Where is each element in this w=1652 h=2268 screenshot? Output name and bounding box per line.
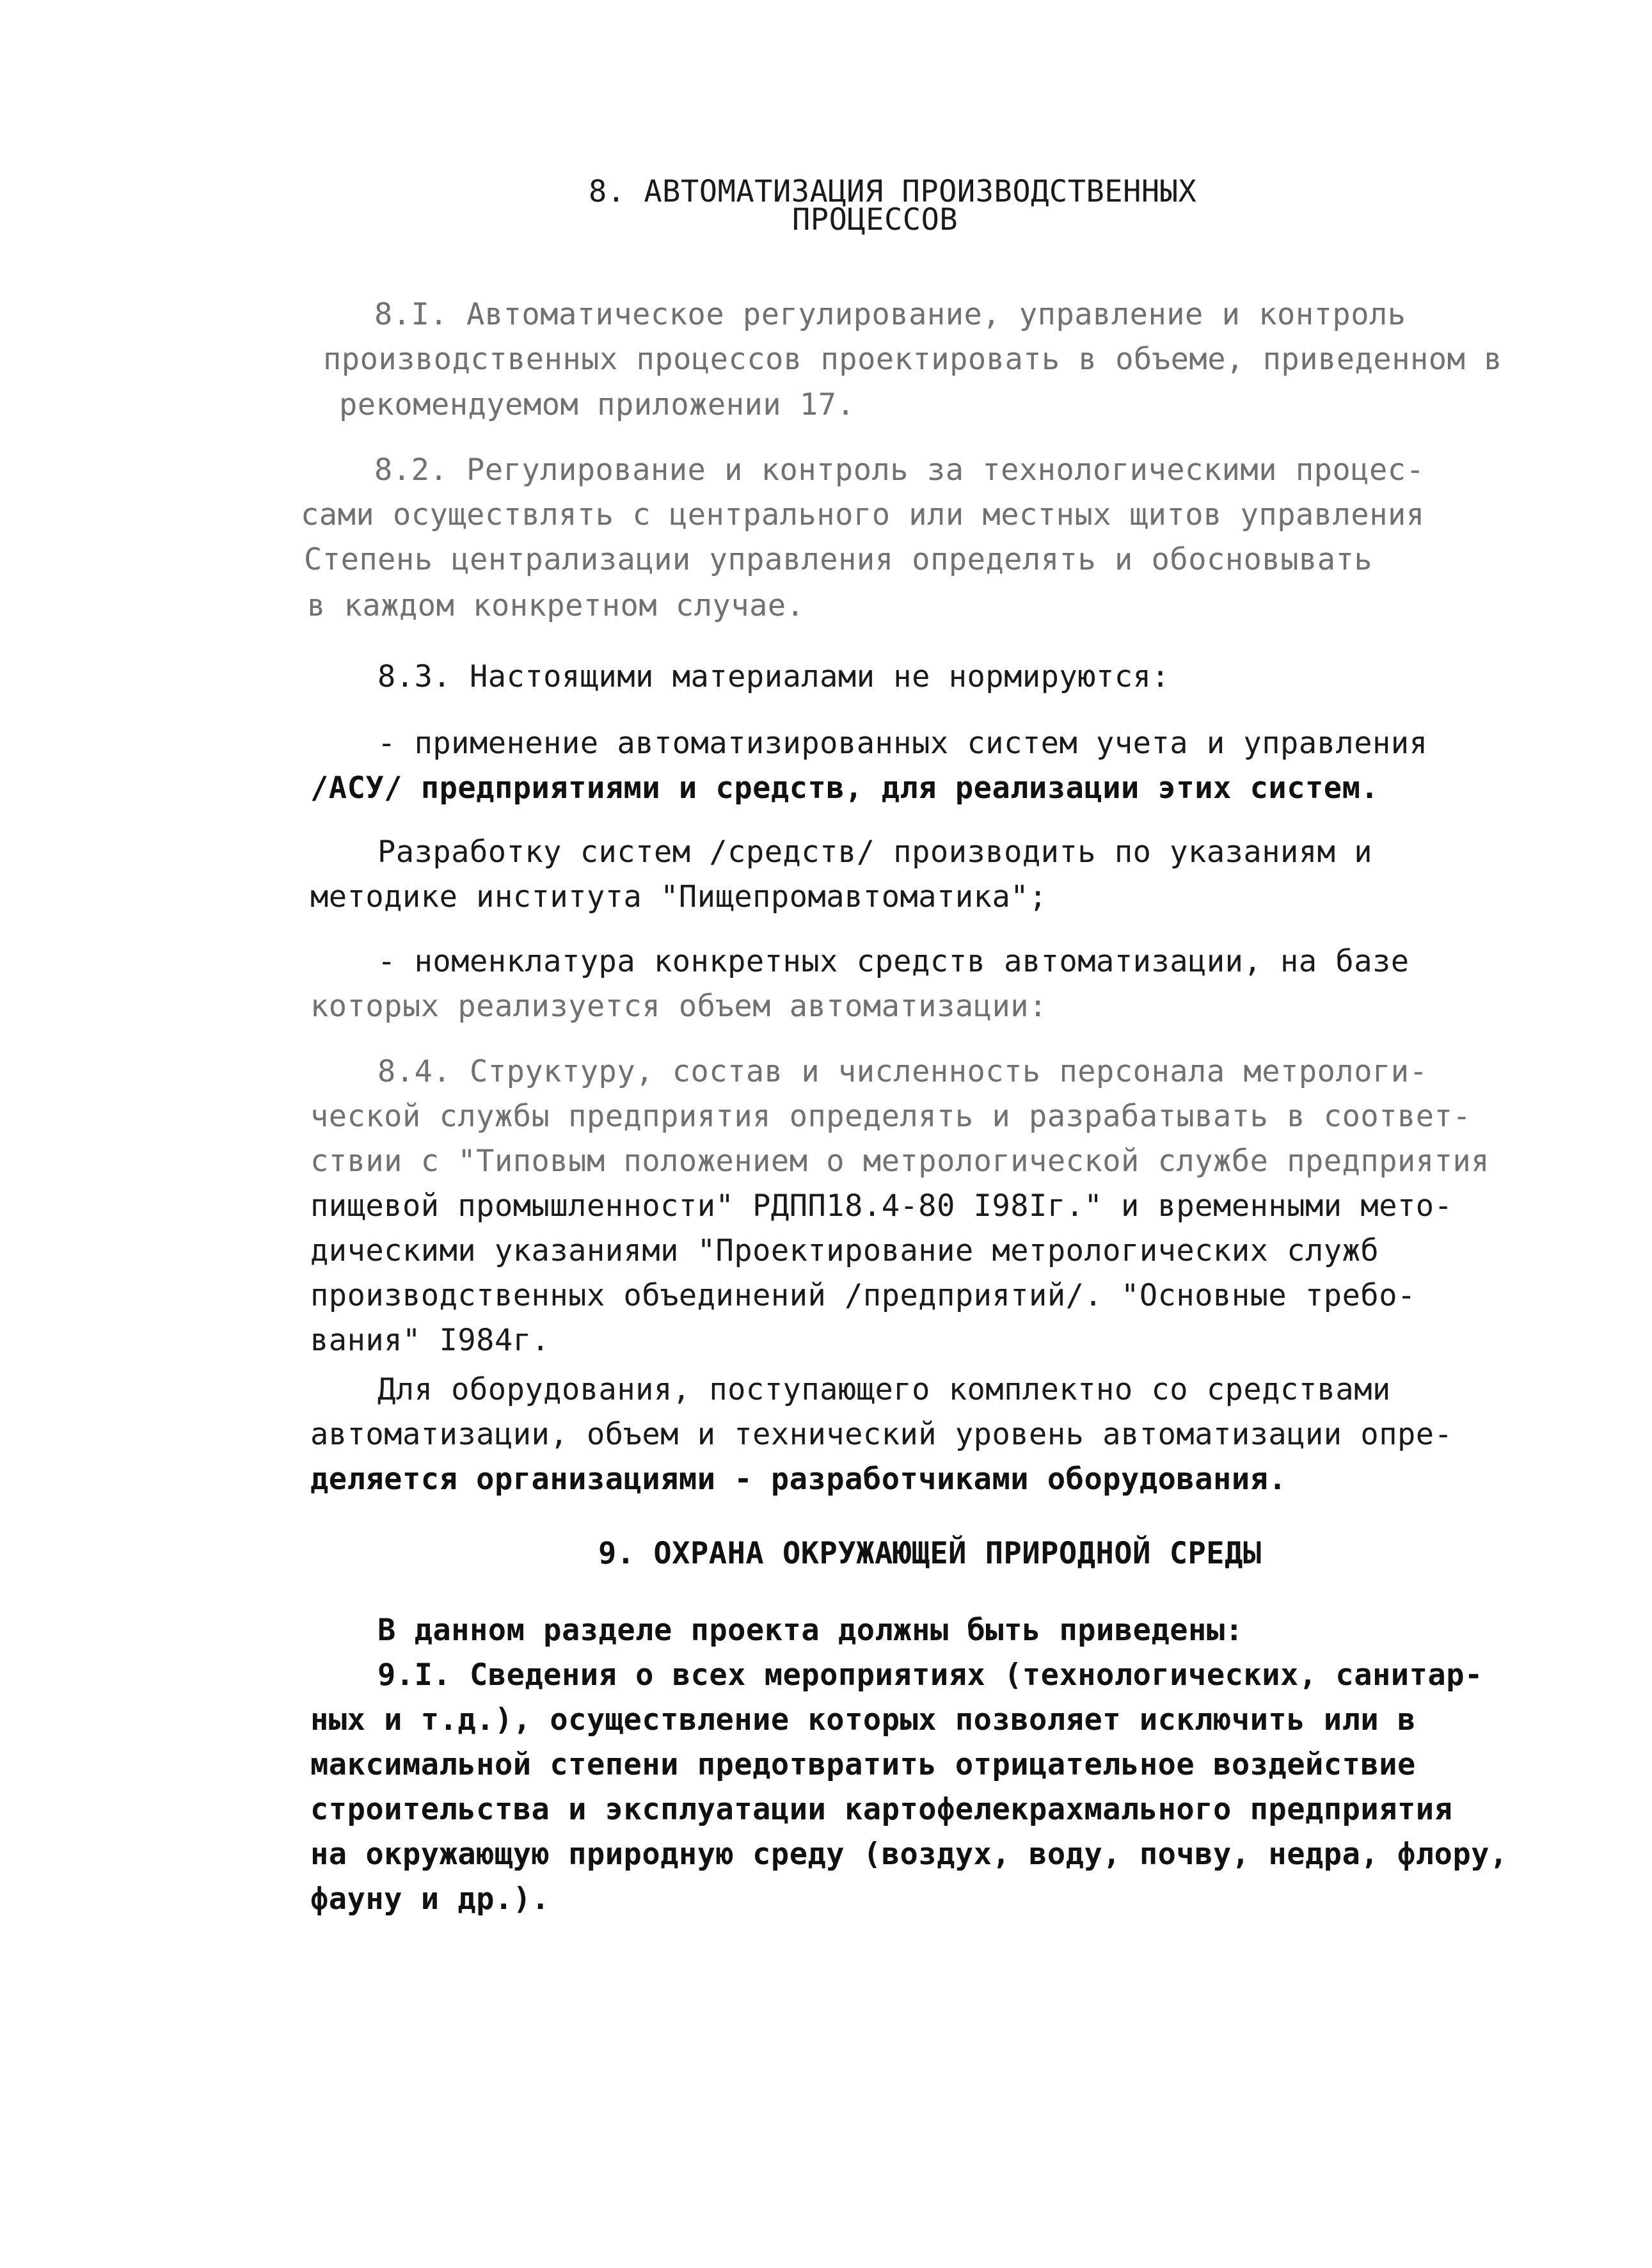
paragraph-9-1-line-6: фауну и др.).	[310, 1881, 550, 1917]
paragraph-9-1-line-5: на окружающую природную среду (воздух, воду, почву, недра, флору,	[310, 1837, 1508, 1872]
paragraph-8-4-line-5: дическими указаниями "Проектирование метрологических служб	[310, 1233, 1379, 1268]
paragraph-9-1-line-3: максимальной степени предотвратить отрицательное воздействие	[310, 1747, 1416, 1782]
paragraph-8-3: 8.3. Настоящими материалами не нормируются:	[377, 659, 1170, 694]
section-8-title-line-2: ПРОЦЕССОВ	[792, 202, 958, 237]
paragraph-9-1-line-2: ных и т.д.), осуществление которых позволяет исключить или в	[310, 1702, 1416, 1737]
paragraph-8-4-equipment-line-2: автоматизации, объем и технический уровень автоматизации опре-	[310, 1417, 1453, 1452]
paragraph-8-1-line-3: рекомендуемом приложении 17.	[339, 387, 855, 422]
paragraph-8-4-line-6: производственных объединений /предприятий/. "Основные требо-	[310, 1278, 1416, 1313]
paragraph-8-4-line-7: вания" I984г.	[310, 1323, 550, 1358]
paragraph-8-4-equipment-line-1: Для оборудования, поступающего комплектно со средствами	[377, 1372, 1391, 1407]
paragraph-8-4-equipment-line-3: деляется организациями - разработчиками оборудования.	[310, 1462, 1287, 1497]
paragraph-8-4-line-2: ческой службы предприятия определять и разрабатывать в соответ-	[310, 1099, 1472, 1134]
paragraph-9-1-line-4: строительства и эксплуатации картофелекрахмального предприятия	[310, 1792, 1453, 1827]
paragraph-8-2-line-1: 8.2. Регулирование и контроль за технологическими процес-	[374, 452, 1425, 488]
paragraph-8-2-line-4: в каждом конкретном случае.	[307, 588, 805, 623]
paragraph-8-3-item-2-line-1: - номенклатура конкретных средств автоматизации, на базе	[377, 944, 1410, 979]
section-8-title-line-1: 8. АВТОМАТИЗАЦИЯ ПРОИЗВОДСТВЕННЫХ	[589, 174, 1197, 209]
paragraph-8-3-item-1-line-2: /АСУ/ предприятиями и средств, для реализации этих систем.	[310, 771, 1379, 806]
paragraph-8-3-development-line-2: методике института "Пищепромавтоматика";	[310, 879, 1047, 914]
section-9-intro: В данном разделе проекта должны быть приведены:	[377, 1613, 1244, 1648]
paragraph-8-4-line-1: 8.4. Структуру, состав и численность персонала метрологи-	[377, 1054, 1428, 1089]
paragraph-8-2-line-3: Степень централизации управления определять и обосновывать	[304, 542, 1373, 577]
paragraph-8-3-item-2-line-2: которых реализуется объем автоматизации:	[310, 989, 1047, 1024]
paragraph-8-4-line-3: ствии с "Типовым положением о метрологической службе предприятия	[310, 1144, 1489, 1179]
paragraph-8-1-line-1: 8.I. Автоматическое регулирование, управление и контроль	[374, 297, 1406, 332]
paragraph-8-1-line-2: производственных процессов проектировать в объеме, приведенном в	[323, 342, 1502, 377]
paragraph-8-3-item-1-line-1: - применение автоматизированных систем учета и управления	[377, 726, 1428, 761]
paragraph-9-1-line-1: 9.I. Сведения о всех мероприятиях (технологических, санитар-	[377, 1657, 1483, 1693]
paragraph-8-3-development-line-1: Разработку систем /средств/ производить по указаниям и	[377, 835, 1373, 870]
section-9-title: 9. ОХРАНА ОКРУЖАЮЩЕЙ ПРИРОДНОЙ СРЕДЫ	[598, 1536, 1262, 1571]
paragraph-8-2-line-2: сами осуществлять с центрального или местных щитов управления	[301, 497, 1425, 532]
paragraph-8-4-line-4: пищевой промышленности" РДПП18.4-80 I98Iг." и временными мето-	[310, 1188, 1453, 1224]
